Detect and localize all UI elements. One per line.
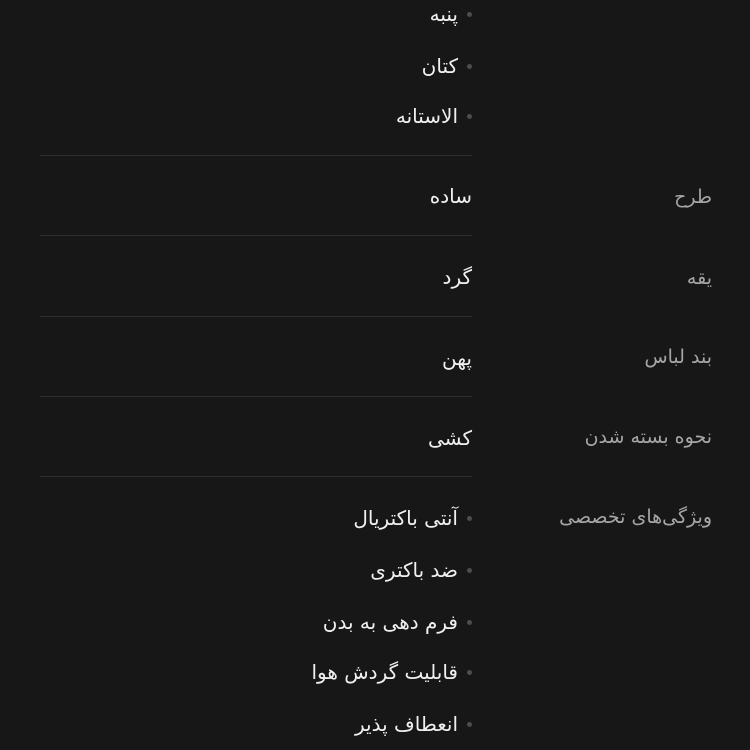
spec-label: بند لباس xyxy=(644,346,712,368)
bullet-icon xyxy=(467,516,472,521)
list-item xyxy=(396,104,472,128)
divider xyxy=(40,396,472,397)
material-item-label: پنبه xyxy=(429,2,458,26)
spec-value: پهن xyxy=(441,346,472,370)
spec-value: گرد xyxy=(442,265,472,289)
spec-row-pattern xyxy=(40,180,712,220)
bullet-icon xyxy=(467,670,472,675)
spec-label: طرح xyxy=(674,186,712,208)
feature-item-label: فرم دهی به بدن xyxy=(322,610,458,634)
spec-value: ساده xyxy=(429,184,472,208)
spec-value: کشی xyxy=(427,426,472,450)
list-item xyxy=(353,506,472,530)
material-item-label: کتان xyxy=(421,54,458,78)
feature-item-label: آنتی باکتریال xyxy=(353,506,458,530)
list-item xyxy=(370,558,472,582)
feature-item-label: ضد باکتری xyxy=(370,558,458,582)
spec-row-features xyxy=(40,500,712,750)
bullet-icon xyxy=(467,568,472,573)
bullet-icon xyxy=(467,114,472,119)
spec-row-material xyxy=(40,0,712,140)
bullet-icon xyxy=(467,12,472,17)
list-item xyxy=(430,2,472,26)
spec-label: یقه xyxy=(686,267,712,289)
bullet-icon xyxy=(467,620,472,625)
list-item xyxy=(323,610,472,634)
material-item-label: الاستانه xyxy=(395,104,458,128)
divider xyxy=(40,235,472,236)
bullet-icon xyxy=(467,64,472,69)
list-item xyxy=(422,54,472,78)
divider xyxy=(40,155,472,156)
bullet-icon xyxy=(467,722,472,727)
feature-item-label: قابلیت گردش هوا xyxy=(311,660,458,684)
list-item xyxy=(311,660,472,684)
spec-row-closure xyxy=(40,422,712,462)
list-item xyxy=(355,712,472,736)
feature-item-label: انعطاف پذیر xyxy=(354,712,458,736)
spec-label: نحوه بسته شدن xyxy=(584,426,712,448)
spec-row-collar xyxy=(40,261,712,301)
spec-label: ویژگی‌های تخصصی xyxy=(559,506,712,528)
divider xyxy=(40,316,472,317)
divider xyxy=(40,476,472,477)
spec-row-strap xyxy=(40,342,712,382)
